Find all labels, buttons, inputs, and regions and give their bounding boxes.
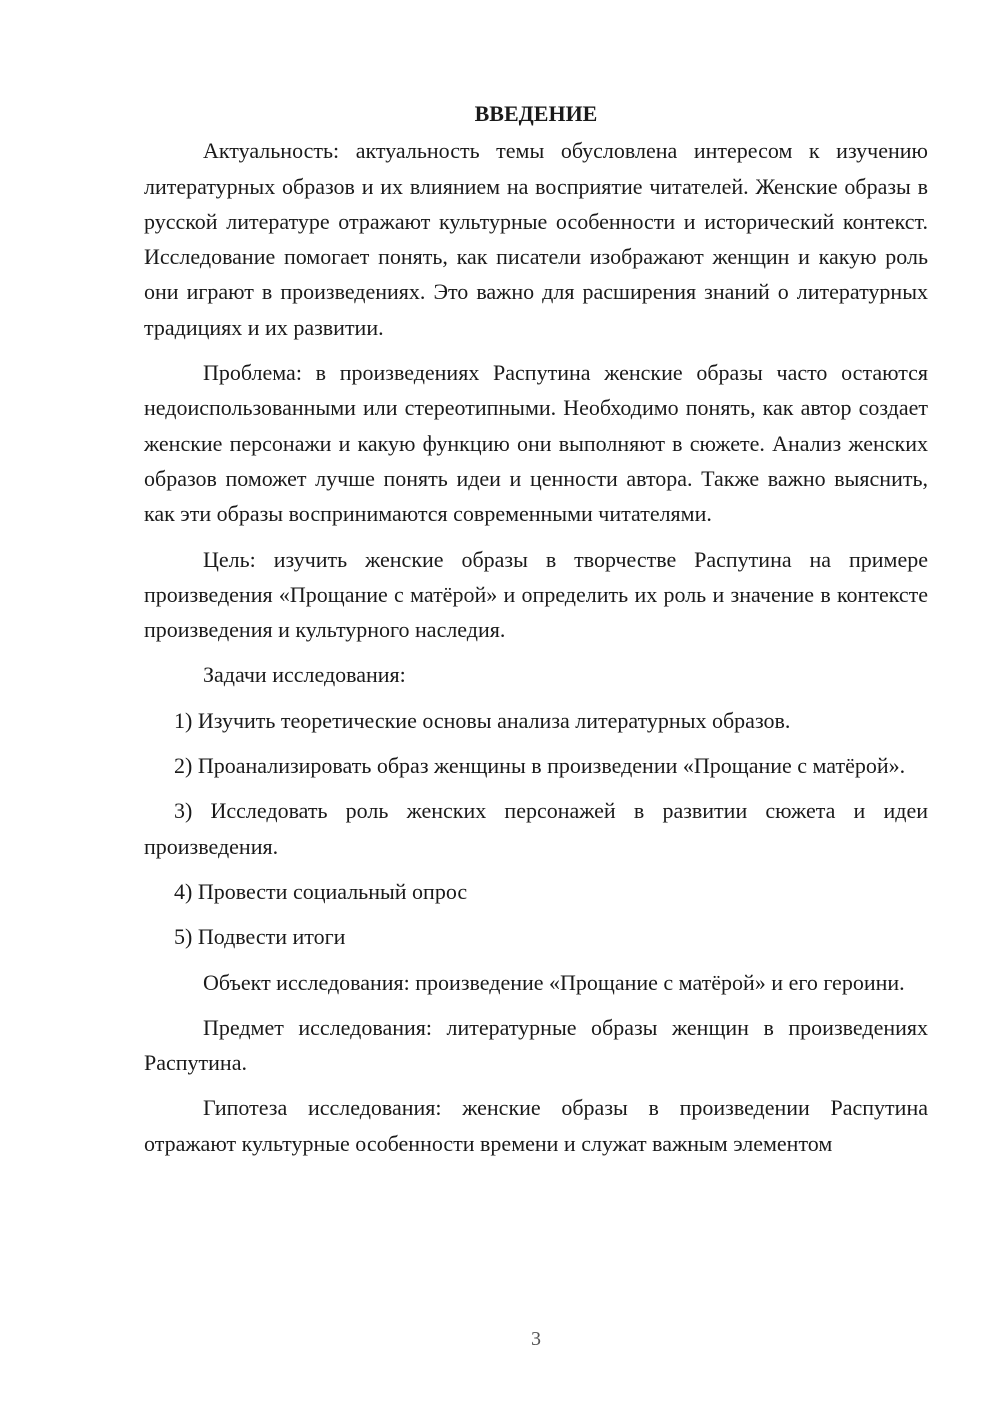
- object-paragraph: Объект исследования: произведение «Прощание с матёрой» и его героини.: [203, 969, 905, 995]
- section-title: ВВЕДЕНИЕ: [474, 101, 598, 126]
- page-number: 3: [531, 1328, 541, 1350]
- tasks-heading: Задачи исследования:: [203, 662, 406, 688]
- task-item-2: 2) Проанализировать образ женщины в произведении «Прощание с матёрой».: [174, 753, 906, 779]
- task-item-1: 1) Изучить теоретические основы анализа литературных образов.: [174, 707, 791, 733]
- task-item-3: 3) Исследовать роль женских персонажей в развитии сюжета и идеи произведения.: [144, 798, 928, 859]
- subject-paragraph: Предмет исследования: литературные образы женщин в произведениях Распутина.: [144, 1014, 928, 1076]
- task-item-4: 4) Провести социальный опрос: [174, 878, 468, 904]
- hypothesis-paragraph: Гипотеза исследования: женские образы в произведении Распутина отражают культурные особенности времени и служат важным элементом: [144, 1095, 928, 1156]
- relevance-paragraph: Актуальность: актуальность темы обусловлена интересом к изучению литературных образов и их влиянием на восприятие читателей. Женские образы в русской литературе отражают культурные особенности и исторический контекст. Исследование помогает понять, как писатели изображают женщин и какую роль они играют в произведениях. Это важно для расширения знаний о литературных традициях и их развитии.: [144, 138, 928, 340]
- goal-paragraph: Цель: изучить женские образы в творчестве Распутина на примере произведения «Прощание с матёрой» и определить их роль и значение в контексте произведения и культурного наследия.: [144, 546, 928, 643]
- problem-paragraph: Проблема: в произведениях Распутина женские образы часто остаются недоиспользованными или стереотипными. Необходимо понять, как автор создает женские персонажи и какую функцию они выполняют в сюжете. Анализ женских образов поможет лучше понять идеи и ценности автора. Также важно выяснить, как эти образы воспринимаются современными читателями.: [144, 360, 928, 527]
- task-item-5: 5) Подвести итоги: [174, 924, 346, 950]
- page-body: [144, 96, 928, 1171]
